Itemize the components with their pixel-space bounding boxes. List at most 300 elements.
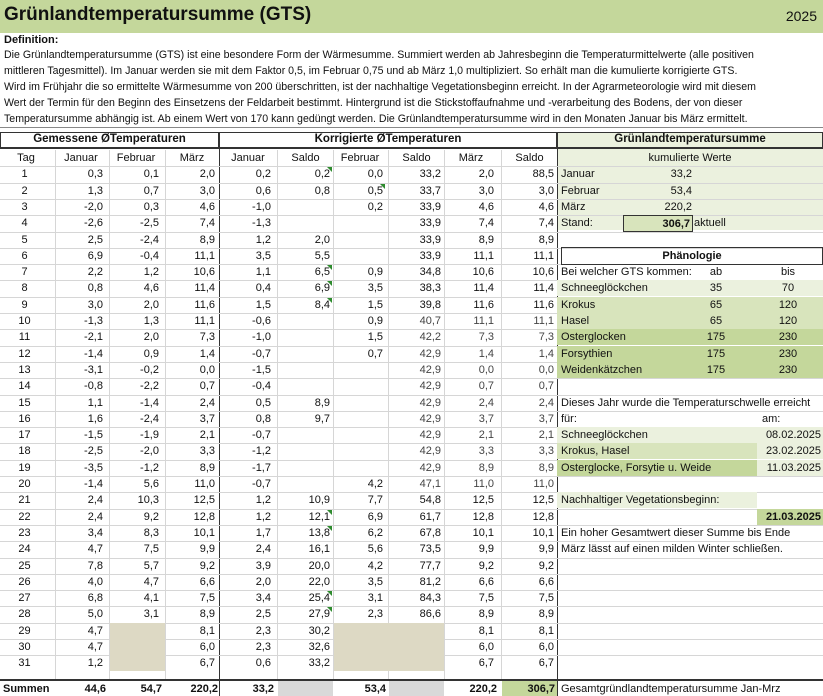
table-cell: -2,5 [140, 217, 159, 229]
table-cell: 12,5 [472, 494, 494, 506]
table-cell: 2,4 [478, 397, 494, 409]
table-cell [278, 443, 330, 459]
table-cell: 6,2 [367, 527, 383, 539]
definition-line: Wird im Frühjahr die so ermittelte Wärmesumme von 200 überschritten, ist der nachhaltige Vegetationsbeginn erreicht. In der Agrarmeteorologie wird mit diesem [4, 81, 756, 93]
column-header: Januar [231, 152, 265, 164]
table-cell: 1,7 [255, 527, 271, 539]
table-cell: -2,0 [84, 201, 103, 213]
plant-bis: 120 [778, 315, 798, 327]
table-cell: 42,9 [419, 397, 441, 409]
sum-empty-cell [389, 681, 444, 696]
table-cell: 32,6 [308, 641, 330, 653]
empty-day-cell [334, 655, 444, 671]
table-cell: 8,9 [478, 234, 494, 246]
table-cell: 1,2 [87, 657, 103, 669]
table-cell: 17 [18, 429, 31, 441]
table-cell: 8,4 [314, 299, 330, 311]
table-cell: 26 [18, 576, 31, 588]
sum-total: 306,7 [502, 681, 557, 696]
measured-header: Gemessene ØTemperaturen [0, 132, 219, 149]
table-cell: -0,8 [84, 380, 103, 392]
table-cell: 2,3 [255, 625, 271, 637]
table-cell: 1,2 [255, 234, 271, 246]
table-cell: 12,5 [532, 494, 554, 506]
table-cell: -2,0 [140, 445, 159, 457]
table-cell: 8,3 [143, 527, 159, 539]
table-cell [334, 395, 383, 411]
comment-marker [327, 607, 332, 612]
table-cell: 6 [21, 250, 28, 262]
table-cell: 29 [18, 625, 31, 637]
table-cell: 10,6 [193, 266, 215, 278]
table-cell: 7,4 [478, 217, 494, 229]
table-cell: 16,1 [308, 543, 330, 555]
table-cell: 10,9 [308, 494, 330, 506]
table-cell: 25,4 [308, 592, 330, 604]
table-cell [334, 443, 383, 459]
table-cell: 11,4 [533, 282, 554, 294]
col-bis: bis [780, 266, 796, 278]
table-cell: 33,9 [419, 201, 441, 213]
table-cell [278, 215, 330, 231]
table-cell: 33,2 [419, 168, 441, 180]
table-cell: 47,1 [419, 478, 441, 490]
plant-ab: 175 [706, 331, 726, 343]
gts-month-label: Februar [561, 185, 600, 197]
table-cell: 0,2 [255, 168, 271, 180]
phaenologie-question: Bei welcher GTS kommen: [561, 266, 692, 278]
plant-name: Osterglocken [561, 331, 626, 343]
table-cell: 6,9 [314, 282, 330, 294]
table-cell [334, 378, 383, 394]
sum-cjan: 33,2 [252, 683, 274, 695]
table-cell: 22 [18, 511, 31, 523]
table-cell [334, 232, 383, 248]
note-line: März lässt auf einen milden Winter schließen. [561, 543, 783, 555]
table-cell: 4,7 [143, 576, 159, 588]
table-cell: 9,2 [199, 560, 215, 572]
table-cell: -1,3 [252, 217, 271, 229]
column-header: Tag [17, 152, 35, 164]
column-header: Saldo [515, 152, 544, 164]
table-cell: 6,0 [478, 641, 494, 653]
table-cell: 10,6 [532, 266, 554, 278]
table-cell: 0,0 [199, 364, 215, 376]
table-cell: 0,3 [143, 201, 159, 213]
table-cell: 25 [18, 560, 31, 572]
stand-label: Stand: [561, 217, 593, 229]
column-header: Saldo [402, 152, 431, 164]
table-cell [278, 329, 330, 345]
vegetation-label: Nachhaltiger Vegetationsbeginn: [561, 494, 720, 506]
table-cell: 2,4 [538, 397, 554, 409]
table-cell [278, 476, 330, 492]
table-cell: 5,7 [143, 560, 159, 572]
table-cell: 9,9 [538, 543, 554, 555]
definition-line: Temperatursumme abhängig ist. Ab einem Wert von 170 kann gedüngt werden. Die Grünlandtemperatursumme wird in den Monaten Januar bis März ermittelt. [4, 113, 748, 125]
plant-name: Weidenkätzchen [561, 364, 643, 376]
table-cell: 0,0 [478, 364, 494, 376]
table-cell: 84,3 [419, 592, 441, 604]
table-cell: 3,0 [87, 299, 103, 311]
table-cell: -1,4 [84, 348, 103, 360]
table-cell: 5,0 [87, 608, 103, 620]
table-cell: 1,5 [255, 299, 271, 311]
table-cell: 73,5 [419, 543, 441, 555]
table-cell: 8,1 [538, 625, 554, 637]
comment-marker [327, 281, 332, 286]
table-cell: 2,4 [255, 543, 271, 555]
table-cell: 2,0 [255, 576, 271, 588]
table-cell: 11,1 [533, 315, 554, 327]
page-title: Grünlandtemperatursumme (GTS) [4, 4, 312, 25]
table-cell: 11,1 [194, 250, 215, 262]
table-cell: 10,1 [472, 527, 494, 539]
plant-name: Hasel [561, 315, 590, 327]
definition-line: Die Grünlandtemperatursumme (GTS) ist eine besondere Form der Wärmesumme. Summiert werden ab Jahresbeginn die Temperaturmittelwerte (alle positiven [4, 49, 754, 61]
table-cell: 54,8 [419, 494, 441, 506]
table-cell: 0,9 [367, 266, 383, 278]
comment-marker [327, 526, 332, 531]
table-cell: 0,7 [538, 380, 554, 392]
table-cell: 3,0 [199, 185, 215, 197]
table-cell [278, 313, 330, 329]
table-cell: 15 [18, 397, 31, 409]
table-cell [278, 199, 330, 215]
column-header: Januar [64, 152, 98, 164]
table-cell: 31 [18, 657, 31, 669]
table-cell: -2,4 [140, 234, 159, 246]
plant-bis: 230 [778, 331, 798, 343]
table-cell [278, 460, 330, 476]
empty-day-cell [334, 639, 444, 655]
gts-subtitle: kumulierte Werte [648, 152, 732, 164]
table-cell: 8 [21, 282, 28, 294]
gts-month-label: März [561, 201, 586, 213]
table-cell: 6,8 [87, 592, 103, 604]
table-cell: 0,7 [478, 380, 494, 392]
table-cell: -0,7 [252, 478, 271, 490]
table-cell: 12,8 [193, 511, 215, 523]
threshold-am: am: [762, 413, 781, 425]
table-cell: -3,5 [84, 462, 103, 474]
plant-name: Forsythien [561, 348, 613, 360]
table-cell [278, 346, 330, 362]
column-header: Saldo [291, 152, 320, 164]
table-cell: 4,7 [87, 625, 103, 637]
table-cell: 8,9 [538, 234, 554, 246]
gts-month-value: 53,4 [670, 185, 692, 197]
table-cell: -2,6 [84, 217, 103, 229]
section-divider [557, 132, 558, 696]
table-cell: 24 [18, 543, 31, 555]
table-cell: 67,8 [419, 527, 441, 539]
table-cell: 6,6 [199, 576, 215, 588]
table-cell: 0,2 [367, 201, 383, 213]
comment-marker [327, 591, 332, 596]
threshold-line: Dieses Jahr wurde die Temperaturschwelle erreicht [561, 397, 811, 409]
table-cell: 11,1 [194, 315, 215, 327]
table-cell: -1,3 [84, 315, 103, 327]
table-cell: -2,4 [140, 413, 159, 425]
table-cell: 4,7 [87, 641, 103, 653]
event-date: 08.02.2025 [757, 427, 823, 443]
table-cell: 3,3 [478, 445, 494, 457]
plant-bis: 230 [778, 348, 798, 360]
table-cell: 3,1 [367, 592, 383, 604]
table-cell: 6,9 [87, 250, 103, 262]
table-cell: 6,6 [538, 576, 554, 588]
phaenologie-title: Phänologie [561, 247, 823, 265]
table-cell: 3,0 [538, 185, 554, 197]
table-cell: -1,0 [252, 201, 271, 213]
threshold-fuer: für: [561, 413, 577, 425]
event-date: 11.03.2025 [757, 460, 823, 476]
table-cell: 7,3 [478, 331, 494, 343]
table-cell: 8,1 [199, 625, 215, 637]
table-cell: 8,9 [538, 608, 554, 620]
table-cell [334, 362, 383, 378]
table-cell: 81,2 [419, 576, 441, 588]
empty-day-cell [110, 639, 165, 655]
table-cell: 1,4 [199, 348, 215, 360]
table-cell: 1,5 [367, 299, 383, 311]
table-cell: 23 [18, 527, 31, 539]
table-cell: 19 [18, 462, 31, 474]
table-cell: 1,5 [367, 331, 383, 343]
table-cell: 22,0 [308, 576, 330, 588]
table-cell: -0,6 [252, 315, 271, 327]
table-cell: 8,1 [478, 625, 494, 637]
table-cell: 2,0 [314, 234, 330, 246]
table-cell: 2,5 [255, 608, 271, 620]
table-cell: 3,1 [143, 608, 159, 620]
table-cell: 7,5 [478, 592, 494, 604]
table-cell: 86,6 [419, 608, 441, 620]
table-cell: 42,9 [419, 413, 441, 425]
table-cell: 9,2 [478, 560, 494, 572]
table-cell: 33,9 [419, 250, 441, 262]
sum-empty-cell [278, 681, 333, 696]
table-cell: 11,6 [473, 299, 494, 311]
table-cell: 14 [18, 380, 31, 392]
table-cell: 5 [21, 234, 28, 246]
table-cell: 11,6 [533, 299, 554, 311]
definition-line: Wert der Termin für den Beginn des Einsetzens der Feldarbeit bestimmt. Hintergrund ist die Stickstoffaufnahme und -verarbeitung des Bodens, der von dieser [4, 97, 743, 109]
plant-ab: 65 [709, 299, 723, 311]
table-cell: 1,2 [143, 266, 159, 278]
comment-marker [327, 298, 332, 303]
vegetation-date: 21.03.2025 [757, 509, 823, 525]
table-cell: 11,0 [473, 478, 494, 490]
corrected-header: Korrigierte ØTemperaturen [219, 132, 557, 149]
table-cell: -0,7 [252, 348, 271, 360]
table-cell: 42,9 [419, 380, 441, 392]
table-cell: 7,8 [87, 560, 103, 572]
table-cell: 1,6 [87, 413, 103, 425]
table-cell [334, 215, 383, 231]
table-cell: 61,7 [419, 511, 441, 523]
table-cell: 0,2 [314, 168, 330, 180]
table-cell: 4,1 [143, 592, 159, 604]
table-cell: 3,7 [199, 413, 215, 425]
table-cell: 33,2 [308, 657, 330, 669]
table-cell: 4,6 [538, 201, 554, 213]
table-cell: 1,3 [143, 315, 159, 327]
table-cell: 2 [21, 185, 28, 197]
table-cell: 28 [18, 608, 31, 620]
sum-feb: 54,7 [140, 683, 162, 695]
table-cell: 6,6 [478, 576, 494, 588]
stand-value: 306,7 [623, 215, 693, 232]
table-cell: 11,4 [194, 282, 215, 294]
table-cell: 6,7 [199, 657, 215, 669]
table-cell: 8,9 [478, 462, 494, 474]
table-cell: 20 [18, 478, 31, 490]
table-cell: 0,9 [143, 348, 159, 360]
summary-row [0, 679, 823, 696]
table-cell: -2,5 [84, 445, 103, 457]
table-cell: 0,1 [143, 168, 159, 180]
table-cell: 39,8 [419, 299, 441, 311]
table-cell: 0,8 [255, 413, 271, 425]
table-cell: 0,0 [367, 168, 383, 180]
plant-name: Krokus [561, 299, 596, 311]
table-cell: 2,2 [87, 266, 103, 278]
table-cell: 7,5 [538, 592, 554, 604]
table-cell: -1,7 [252, 462, 271, 474]
sum-label: Summen [3, 683, 50, 695]
table-cell: 40,7 [419, 315, 441, 327]
plant-name: Schneeglöckchen [561, 282, 648, 294]
table-cell: 10,6 [472, 266, 494, 278]
table-cell: 10,1 [532, 527, 554, 539]
plant-ab: 175 [706, 348, 726, 360]
table-cell: 1,2 [255, 494, 271, 506]
sum-jan: 44,6 [84, 683, 106, 695]
event-name: Schneeglöckchen [561, 429, 648, 441]
table-cell: 7 [21, 266, 28, 278]
table-cell: 3,4 [255, 592, 271, 604]
table-cell: -0,4 [252, 380, 271, 392]
table-cell: 4,2 [367, 560, 383, 572]
table-cell: 3,3 [199, 445, 215, 457]
sum-cfeb: 53,4 [364, 683, 386, 695]
table-cell: 3,9 [255, 560, 271, 572]
table-cell: -0,2 [140, 364, 159, 376]
table-cell: 0,4 [255, 282, 271, 294]
plant-ab: 65 [709, 315, 723, 327]
table-cell: 20,0 [308, 560, 330, 572]
event-date: 23.02.2025 [757, 443, 823, 459]
comment-marker [327, 167, 332, 172]
table-cell: 12,8 [472, 511, 494, 523]
table-cell: 8,9 [199, 462, 215, 474]
table-cell: 2,1 [538, 429, 554, 441]
table-cell: 2,1 [478, 429, 494, 441]
table-cell: 0,5 [367, 185, 383, 197]
table-cell: 2,3 [255, 641, 271, 653]
table-cell: 11,1 [533, 250, 554, 262]
table-cell [278, 362, 330, 378]
column-header: Februar [116, 152, 156, 164]
table-cell: -3,1 [84, 364, 103, 376]
table-cell: 4,2 [367, 478, 383, 490]
table-cell: 4,6 [478, 201, 494, 213]
table-cell: 3,5 [367, 282, 383, 294]
table-cell: 1,2 [255, 511, 271, 523]
table-cell: 33,9 [419, 217, 441, 229]
table-cell [334, 427, 383, 443]
table-cell: 7,4 [538, 217, 554, 229]
table-cell: 34,8 [419, 266, 441, 278]
table-cell: 2,4 [87, 494, 103, 506]
table-cell: 6,0 [199, 641, 215, 653]
gts-header: Grünlandtemperatursumme [557, 132, 823, 149]
table-cell: -1,4 [84, 478, 103, 490]
definition-heading: Definition: [4, 34, 59, 46]
table-cell [334, 460, 383, 476]
table-cell: 11,6 [194, 299, 215, 311]
table-cell: 42,9 [419, 348, 441, 360]
table-cell: -1,2 [252, 445, 271, 457]
table-cell: 0,7 [143, 185, 159, 197]
title-bar [0, 0, 823, 33]
table-cell: 6,7 [478, 657, 494, 669]
table-cell: 4,0 [87, 576, 103, 588]
table-cell: 33,7 [419, 185, 441, 197]
table-cell: 7,3 [199, 331, 215, 343]
table-cell: 12,8 [532, 511, 554, 523]
gts-month-value: 220,2 [664, 201, 692, 213]
table-cell: 0,5 [255, 397, 271, 409]
table-cell: 18 [18, 445, 31, 457]
table-cell: 12 [18, 348, 31, 360]
table-cell: 8,9 [199, 234, 215, 246]
table-cell [278, 378, 330, 394]
table-cell [334, 411, 383, 427]
table-cell: -0,4 [140, 250, 159, 262]
empty-day-cell [334, 623, 444, 639]
table-cell: 0,7 [367, 348, 383, 360]
table-cell: 2,0 [143, 331, 159, 343]
table-cell: 4,7 [87, 543, 103, 555]
table-cell: 21 [18, 494, 31, 506]
table-cell: 16 [18, 413, 31, 425]
table-cell: -1,5 [252, 364, 271, 376]
table-cell: -1,5 [84, 429, 103, 441]
empty-day-cell [110, 655, 165, 671]
table-cell: 0,9 [367, 315, 383, 327]
sum-cmar: 220,2 [469, 683, 497, 695]
table-cell: 2,1 [199, 429, 215, 441]
plant-bis: 70 [781, 282, 795, 294]
table-cell: -1,0 [252, 331, 271, 343]
table-cell: 3,3 [538, 445, 554, 457]
table-cell: 42,9 [419, 364, 441, 376]
table-cell: 3,7 [478, 413, 494, 425]
table-cell: 2,0 [143, 299, 159, 311]
gts-month-label: Januar [561, 168, 595, 180]
table-cell: 3,5 [367, 576, 383, 588]
table-cell: 30,2 [308, 625, 330, 637]
table-cell: 11 [18, 331, 31, 343]
table-cell: 88,5 [532, 168, 554, 180]
table-cell: 7,3 [538, 331, 554, 343]
table-cell: 0,6 [255, 185, 271, 197]
table-cell: 11,0 [194, 478, 215, 490]
table-cell: 9 [21, 299, 28, 311]
